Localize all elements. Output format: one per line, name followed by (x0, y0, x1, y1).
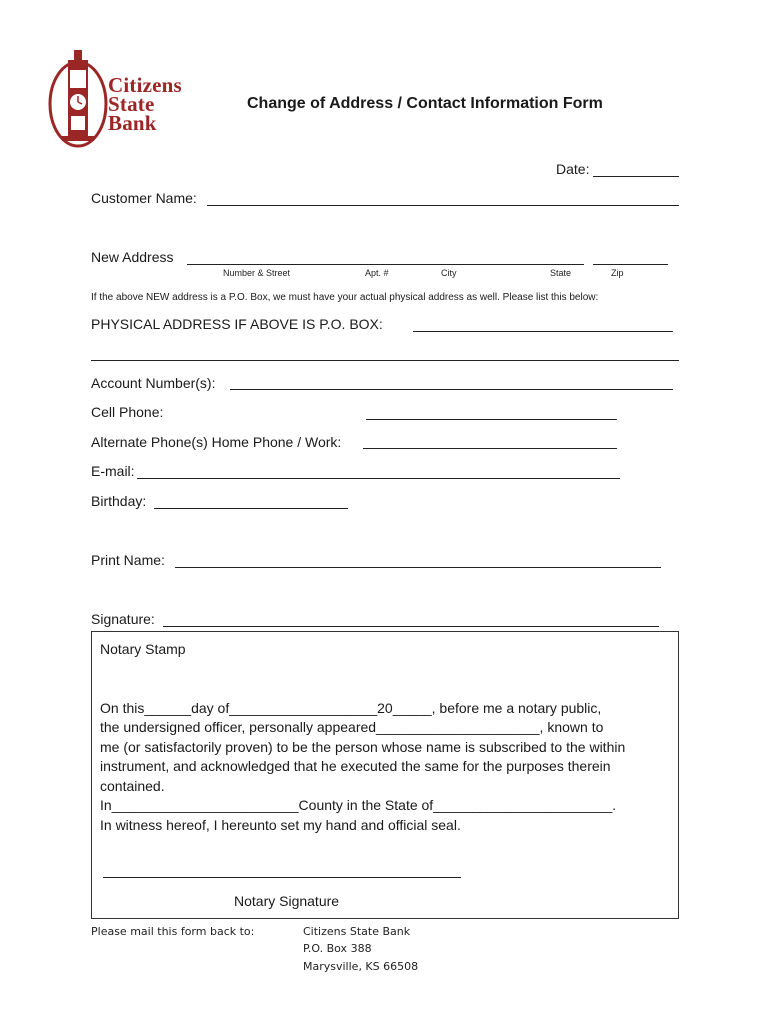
bank-logo (48, 46, 198, 150)
date-label: Date: (556, 161, 590, 177)
customer-name-field[interactable] (207, 205, 679, 206)
physical-address-field[interactable] (413, 331, 673, 332)
email-label: E-mail: (91, 463, 135, 479)
notary-text-line-4: instrument, and acknowledged that he executed the same for the purposes therein (100, 758, 611, 774)
mail-back-po-box: P.O. Box 388 (303, 942, 372, 955)
notary-text-line-7: In witness hereof, I hereunto set my hand and official seal. (100, 817, 461, 833)
mail-back-label: Please mail this form back to: (91, 925, 255, 938)
signature-label: Signature: (91, 611, 155, 627)
clock-tower-icon (48, 46, 108, 150)
logo-text-state: State (108, 92, 155, 116)
email-field[interactable] (137, 478, 620, 479)
caption-city: City (441, 268, 457, 278)
form-title: Change of Address / Contact Information Form (247, 95, 603, 112)
print-name-label: Print Name: (91, 552, 165, 568)
account-numbers-field[interactable] (230, 389, 673, 390)
physical-address-label: PHYSICAL ADDRESS IF ABOVE IS P.O. BOX: (91, 316, 383, 332)
signature-field[interactable] (163, 626, 659, 627)
new-address-label: New Address (91, 249, 174, 265)
notary-stamp-label: Notary Stamp (100, 641, 186, 657)
alternate-phone-field[interactable] (363, 448, 617, 449)
notary-signature-label: Notary Signature (234, 893, 340, 909)
po-box-note: If the above NEW address is a P.O. Box, we must have your actual physical address as well. Please list this below: (91, 292, 599, 303)
account-numbers-label: Account Number(s): (91, 375, 216, 391)
mail-back-city: Marysville, KS 66508 (303, 960, 419, 973)
mail-back-name: Citizens State Bank (303, 925, 411, 938)
birthday-label: Birthday: (91, 493, 147, 509)
notary-text-line-1: On this______day of___________________20_____, before me a notary public, (100, 700, 602, 716)
notary-text-line-2: the undersigned officer, personally appeared_____________________, known to (100, 719, 604, 735)
notary-text-line-5: contained. (100, 778, 165, 794)
cell-phone-label: Cell Phone: (91, 404, 164, 420)
notary-text-line-6: In________________________County in the State of_______________________. (100, 797, 617, 813)
date-field[interactable] (593, 176, 679, 177)
caption-state: State (550, 268, 572, 278)
caption-apt: Apt. # (365, 268, 389, 278)
physical-address-field-2[interactable] (91, 360, 679, 361)
new-address-zip-field[interactable] (593, 264, 668, 265)
cell-phone-field[interactable] (366, 419, 617, 420)
caption-zip: Zip (611, 268, 624, 278)
customer-name-label: Customer Name: (91, 190, 197, 206)
notary-text-line-3: me (or satisfactorily proven) to be the person whose name is subscribed to the within (100, 739, 626, 755)
logo-text-bank: Bank (108, 111, 157, 135)
print-name-field[interactable] (175, 567, 661, 568)
notary-box (91, 631, 679, 919)
logo-text-citizens: Citizens (108, 73, 182, 97)
birthday-field[interactable] (154, 508, 348, 509)
alternate-phone-label: Alternate Phone(s) Home Phone / Work: (91, 434, 342, 450)
notary-signature-field[interactable] (103, 877, 461, 878)
caption-street: Number & Street (223, 268, 291, 278)
new-address-field[interactable] (187, 264, 584, 265)
